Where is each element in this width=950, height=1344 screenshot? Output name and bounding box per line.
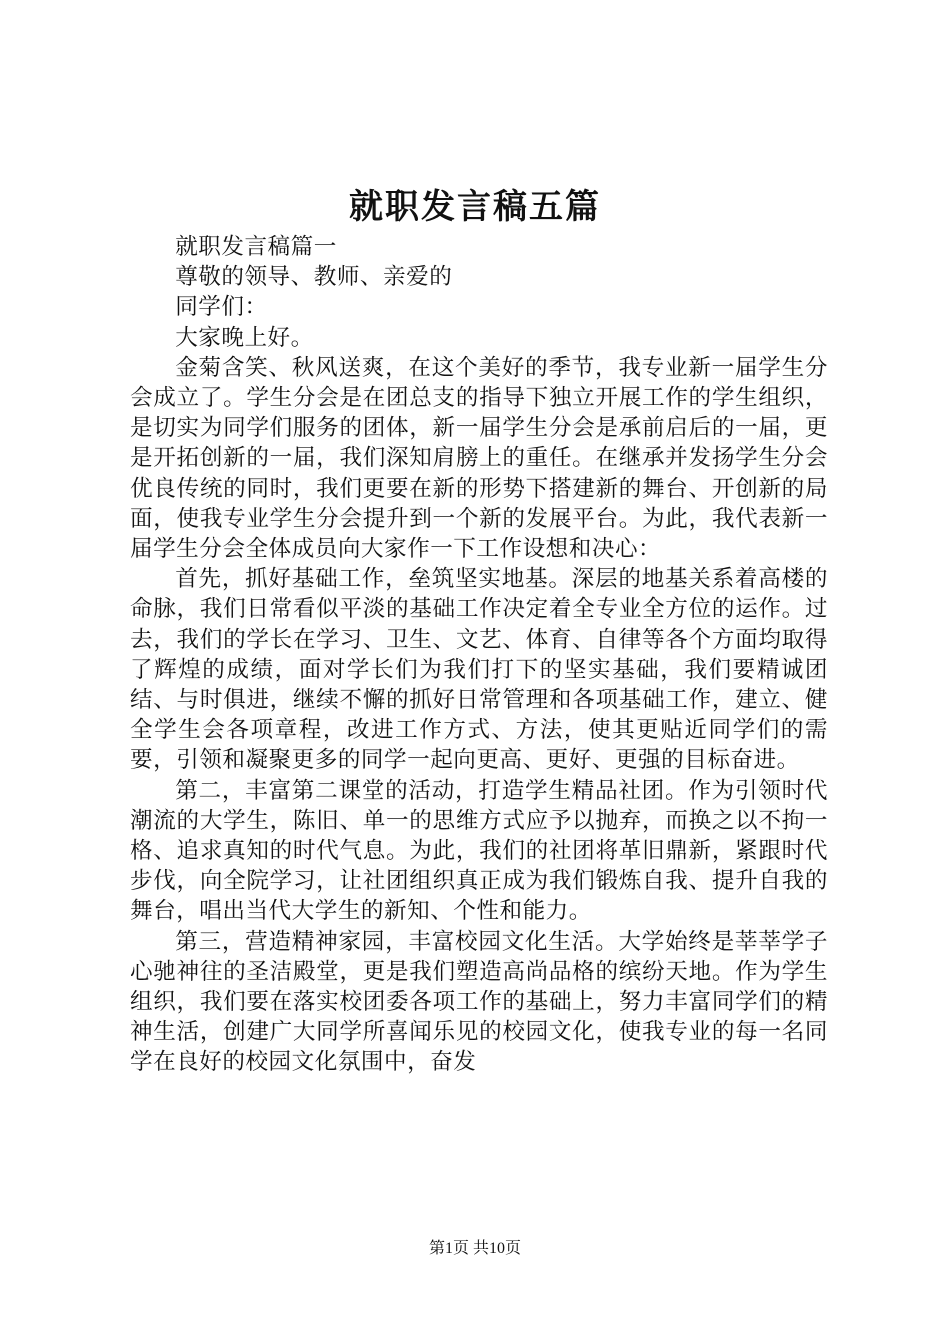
paragraph-third: 第三，营造精神家园，丰富校园文化生活。大学始终是莘莘学子心驰神往的圣洁殿堂，更是我们塑造高尚品格的缤纷天地。作为学生组织，我们要在落实校团委各项工作的基础上，努力丰富同学们的精神生活，创建广大同学所喜闻乐见的校园文化，使我专业的每一名同学在良好的校园文化氛围中，奋发 [130,928,828,1076]
paragraph-intro: 金菊含笑、秋风送爽，在这个美好的季节，我专业新一届学生分会成立了。学生分会是在团总支的指导下独立开展工作的学生组织，是切实为同学们服务的团体，新一届学生分会是承前启后的一届，更是开拓创新的一届，我们深知肩膀上的重任。在继承并发扬学生分会优良传统的同时，我们更要在新的形势下搭建新的舞台、开创新的局面，使我专业学生分会提升到一个新的发展平台。为此，我代表新一届学生分会全体成员向大家作一下工作设想和决心： [130,354,828,563]
paragraph-first: 首先，抓好基础工作，垒筑坚实地基。深层的地基关系着高楼的命脉，我们日常看似平淡的基础工作决定着全专业全方位的运作。过去，我们的学长在学习、卫生、文艺、体育、自律等各个方面均取得了辉煌的成绩，面对学长们为我们打下的坚实基础，我们要精诚团结、与时俱进，继续不懈的抓好日常管理和各项基础工作，建立、健全学生会各项章程，改进工作方式、方法，使其更贴近同学们的需要，引领和凝聚更多的同学一起向更高、更好、更强的目标奋进。 [130,566,828,774]
paragraph-heading: 就职发言稿篇一 [175,234,337,260]
page-footer: 第1页 共10页 [428,1240,521,1257]
document-body [130,232,828,1078]
paragraph-salutation-2: 同学们： [175,294,268,321]
paragraph-greeting: 大家晚上好。 [175,324,314,351]
paragraph-second: 第二，丰富第二课堂的活动，打造学生精品社团。作为引领时代潮流的大学生，陈旧、单一的思维方式应予以抛弃，而换之以不拘一格、追求真知的时代气息。为此，我们的社团将革旧鼎新，紧跟时代步伐，向全院学习，让社团组织真正成为我们锻炼自我、提升自我的舞台，唱出当代大学生的新知、个性和能力。 [130,777,828,925]
page-title: 就职发言稿五篇 [349,187,601,227]
paragraph-salutation-1: 尊敬的领导、教师、亲爱的 [175,264,453,291]
